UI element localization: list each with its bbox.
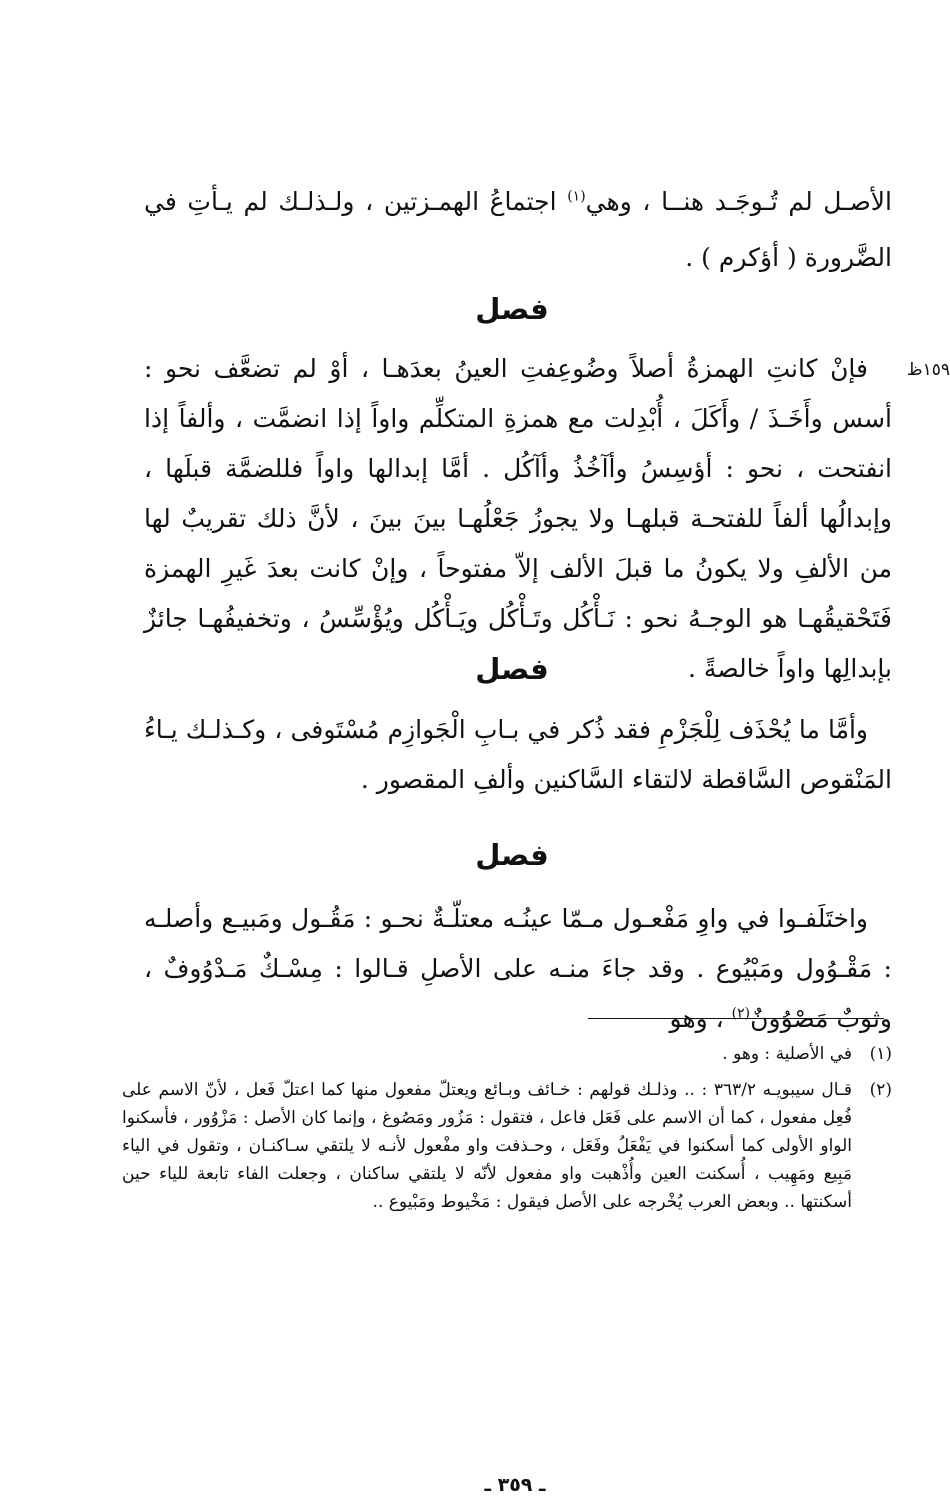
paragraph (144, 894, 892, 1044)
paragraph-text: فإنْ كانتِ الهمزةُ أصلاً وضُوعِفتِ العينُ بعدَهـا ، أوْ لم تضعَّف نحو : أسس وأَخَـذَ / وأَكَلَ ، أُبْدِلت مع همزةِ المتكلِّم واواً إذا انضمَّت ، وألفاً إذا انفتحت ، نحو : أؤسِسُ وأآخُذُ وأآكُل . أمَّا إبدالها واواً فللضمَّة قبلَها ، وإبدالُها ألفاً للفتحـة قبلهـا ولا يجوزُ جَعْلُهـا بينَ بينَ ، لأنَّ ذلك تقريبٌ لها من الألفِ ولا يكونُ ما قبلَ الألف إلاّ مفتوحاً ، وإنْ كانت بعدَ غَيرِ الهمزة فَتَحْقيقُهـا هو الوجـهُ نحو : نَـأْكُل وتَـأْكُل ويَـأْكُل ويُؤْسِّسُ ، وتخفيفُهـا جائزٌ بإبدالِها واواً خالصةً . (144, 354, 892, 683)
footnote-ref-1[interactable]: (١) (567, 188, 586, 205)
paragraph-continuation (144, 174, 892, 286)
paragraph-text: واختَلَفـوا في واوِ مَفْعـول مـمّا عينُـه معتلّـةٌ نحـو : مَقُـول ومَبيـع وأصلـه : مَقْـوُول ومَبْيُوع . وقد جاءَ منـه على الأصلِ قـالوا : مِسْـكٌ مَـدْوُوفٌ ، وثوبٌ مَصْوُونٌ (144, 904, 892, 1033)
section-heading: فصل (475, 838, 549, 872)
paragraph (144, 705, 892, 805)
section-heading: فصل (475, 652, 549, 686)
footnotes (122, 1040, 892, 1224)
footnote-number: (١) (869, 1044, 892, 1064)
page-number: ـ ٣٥٩ ـ (484, 1474, 546, 1496)
footnote-item (122, 1076, 892, 1216)
paragraph-text: اجتماعُ الهمـزتين ، ولـذلـك لم يـأتِ في الضَّرورة ( أؤكرم ) . (144, 187, 892, 272)
footnote-separator (588, 1018, 884, 1019)
paragraph-text: وأمَّا ما يُحْذَف لِلْجَزْمِ فقد ذُكر في بـابِ الْجَوازِم مُسْتَوفى ، وكـذلـك يـاءُ المَنْقوص السَّاقطة لالتقاء السَّاكنين وألفِ المقصور . (144, 715, 892, 794)
footnote-ref-2[interactable]: (٢) (731, 1005, 751, 1022)
paragraph-text: ، وهو (669, 1004, 732, 1033)
footnote-text: قـال سيبويـه ٣٦٣/٢ : .. وذلـك قولهم : خـائف وبـائع ويعتلّ مفعول منها كما اعتلّ فَعل ، لأنّ الاسم على فُعِل مفعول ، كما أن الاسم على فَعَل فاعل ، فتقول : مَزُور ومَصُوغ ، وإنما كان الأصل : مَزْوُور ، فأسكنوا الواو الأولى كما أسكنوا في يَفْعَلُ وفَعَل ، وحـذفت واو مفْعول لأنـه لا يلتقي سـاكنـان ، وتقول في الياء مَبِيع ومَهِيب ، أُسكنت العين وأُذْهبت واو مفعول لأنّه لا يلتقي ساكنان ، وجعلت الفاء تابعة للياء حين أسكنتها .. وبعض العرب يُخْرجه على الأصل فيقول : مَخْيوط ومَبْيوع .. (122, 1080, 852, 1212)
paragraph (144, 344, 892, 694)
section-heading: فصل (475, 292, 549, 326)
footnote-number: (٢) (869, 1080, 892, 1100)
margin-folio-note: ١٥٩ظ (906, 360, 950, 380)
footnote-text: في الأصلية : وهو . (722, 1044, 852, 1064)
paragraph-text: الأصـل لم تُـوجَـد هنــا ، وهي (585, 187, 892, 216)
footnote-item (122, 1040, 892, 1068)
